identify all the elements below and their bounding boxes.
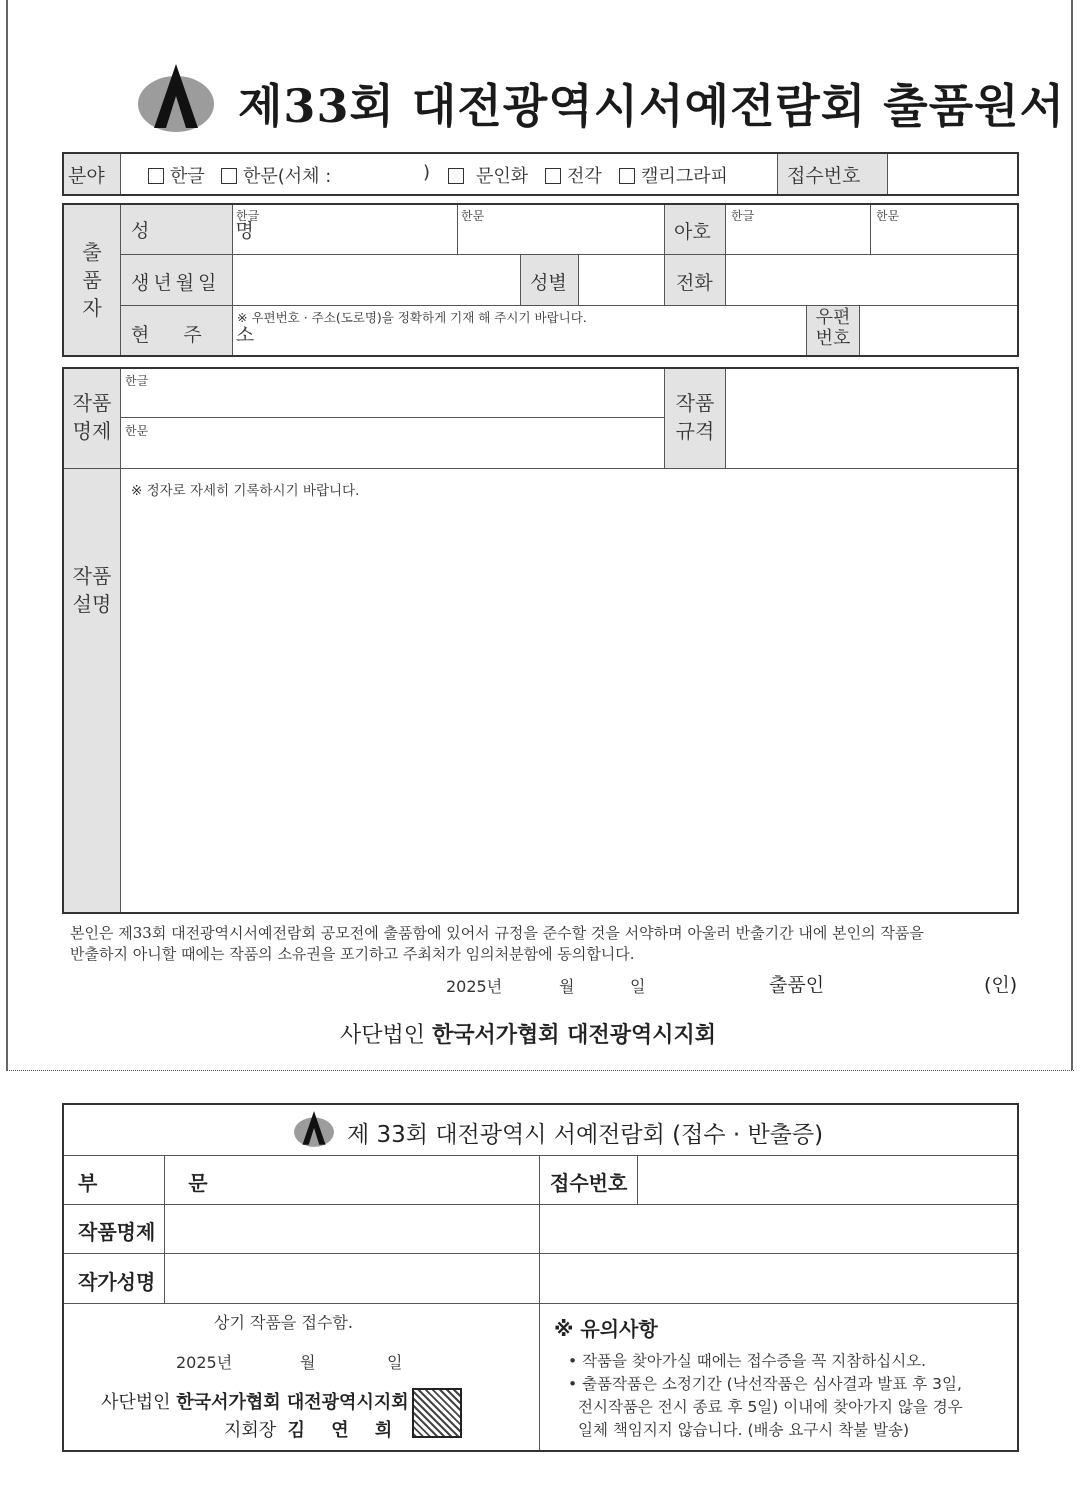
- receipt-dept-field[interactable]: [166, 1157, 537, 1203]
- postal-code-input[interactable]: [861, 307, 1016, 354]
- cut-line: [6, 1070, 1074, 1071]
- work-size-label: 작품 규격: [675, 391, 715, 443]
- receipt-no-label: 접수번호: [550, 1171, 628, 1195]
- association-logo-icon: [293, 1109, 335, 1149]
- receipt-work-title-field[interactable]: [166, 1206, 537, 1252]
- notice-item: • 출품작품은 소정기간 (낙선작품은 심사결과 발표 후 3일,: [568, 1375, 962, 1393]
- form-title: 제33회 대전광역시서예전람회 출품원서: [238, 79, 1066, 133]
- pen-name-hangul-input[interactable]: [727, 222, 869, 252]
- association-logo-icon: [136, 62, 216, 134]
- gender-label: 성별: [530, 272, 567, 294]
- work-label-bg: [64, 369, 120, 912]
- option-munin[interactable]: 문인화: [448, 162, 528, 188]
- page-border-left: [6, 0, 8, 1070]
- name-hanmun-tag: 한문: [461, 209, 485, 223]
- pen-name-hangul-tag: 한글: [731, 209, 755, 223]
- checkbox-icon[interactable]: [448, 168, 464, 184]
- receipt-work-title-label: 작품명제: [78, 1220, 156, 1244]
- receipt-chief: 지회장 김 연 희: [224, 1420, 403, 1441]
- applicant-section-label: 출 품 자: [82, 240, 102, 320]
- seal-mark: (인): [984, 974, 1018, 996]
- receipt-work-title-extra-field[interactable]: [541, 1206, 1016, 1252]
- receipt-day: 일: [387, 1353, 403, 1372]
- address-note: ※ 우편번호 · 주소(도로명)을 정확하게 기재 해 주시기 바랍니다.: [237, 310, 587, 325]
- birthdate-label: 생년월일: [131, 272, 221, 294]
- name-hangul-input[interactable]: [234, 222, 456, 252]
- pledge-year: 2025년: [446, 977, 503, 996]
- notice-item: • 작품을 찾아가실 때에는 접수증을 꼭 지참하십시오.: [568, 1352, 927, 1370]
- work-size-input[interactable]: [727, 370, 1016, 466]
- option-hangul[interactable]: 한글: [148, 162, 205, 188]
- receipt-title: 제 33회 대전광역시 서예전람회 (접수 · 반출증): [347, 1122, 824, 1148]
- gender-input[interactable]: [580, 256, 663, 304]
- work-title-label: 작품 명제: [72, 391, 112, 443]
- applicant-sign-label: 출품인: [769, 974, 825, 996]
- pen-name-hanmun-input[interactable]: [872, 222, 1016, 252]
- receipt-number-label: 접수번호: [787, 165, 861, 187]
- field-label: 분야: [68, 165, 105, 187]
- page-border-right: [1071, 0, 1073, 1070]
- address-label: 현 주 소: [131, 324, 269, 346]
- work-title-hanmun-input[interactable]: [122, 437, 662, 466]
- phone-label: 전화: [676, 272, 713, 294]
- work-title-hanmun-tag: 한문: [125, 424, 149, 438]
- checkbox-icon[interactable]: [545, 168, 561, 184]
- receipt-number-field[interactable]: [888, 154, 1017, 194]
- receipt-artist-extra-field[interactable]: [541, 1255, 1016, 1301]
- work-description-label: 작품 설명: [72, 564, 112, 616]
- birthdate-input[interactable]: [234, 256, 519, 304]
- work-title-hangul-input[interactable]: [122, 388, 662, 416]
- pen-name-label: 아호: [674, 221, 711, 243]
- pledge-month: 월: [559, 977, 575, 996]
- receipt-year: 2025년: [176, 1353, 233, 1372]
- pledge-day: 일: [630, 977, 646, 996]
- address-input[interactable]: [234, 325, 804, 354]
- receipt-organization: 사단법인 한국서가협회 대전광역시지회: [101, 1392, 409, 1413]
- notice-item: 전시작품은 전시 종료 후 5일) 이내에 찾아가지 않을 경우: [578, 1398, 963, 1416]
- receipt-month: 월: [300, 1353, 316, 1372]
- checkbox-icon[interactable]: [619, 168, 635, 184]
- receipt-no-field[interactable]: [639, 1157, 1016, 1203]
- work-title-hangul-tag: 한글: [125, 374, 149, 388]
- official-seal-stamp: [412, 1388, 462, 1438]
- option-jeongak[interactable]: 전각: [545, 162, 602, 188]
- notice-title: ※ 유의사항: [554, 1317, 658, 1341]
- receipt-accepted-text: 상기 작품을 접수함.: [214, 1313, 353, 1332]
- checkbox-icon[interactable]: [221, 168, 237, 184]
- work-description-input[interactable]: [122, 500, 1016, 910]
- receipt-dept-label: 부 문: [78, 1171, 250, 1195]
- option-hanmun[interactable]: 한문(서체 :: [221, 162, 331, 188]
- pledge-line-1: 본인은 제33회 대전광역시서예전람회 공모전에 출품함에 있어서 규정을 준수할 것을 서약하며 아울러 반출기간 내에 본인의 작품을: [70, 924, 924, 942]
- notice-item: 일체 책임지지 않습니다. (배송 요구시 착불 발송): [578, 1421, 910, 1439]
- receipt-artist-label: 작가성명: [78, 1270, 156, 1294]
- style-close-paren: ): [423, 162, 431, 183]
- phone-input[interactable]: [727, 256, 1016, 304]
- name-label: 성 명: [131, 220, 294, 242]
- postal-code-label: 우편 번호: [815, 307, 851, 349]
- organization-line: 사단법인 한국서가협회 대전광역시지회: [340, 1023, 716, 1048]
- option-calligraphy[interactable]: 캘리그라피: [619, 162, 728, 188]
- pledge-line-2: 반출하지 아니할 때에는 작품의 소유권을 포기하고 주최처가 임의처분함에 동의합니다.: [70, 945, 635, 963]
- receipt-artist-field[interactable]: [166, 1255, 537, 1301]
- work-description-note: ※ 정자로 자세히 기록하시기 바랍니다.: [131, 483, 360, 499]
- pen-name-hanmun-tag: 한문: [876, 209, 900, 223]
- checkbox-icon[interactable]: [148, 168, 164, 184]
- name-hanmun-input[interactable]: [459, 222, 663, 252]
- name-hangul-tag: 한글: [236, 209, 260, 223]
